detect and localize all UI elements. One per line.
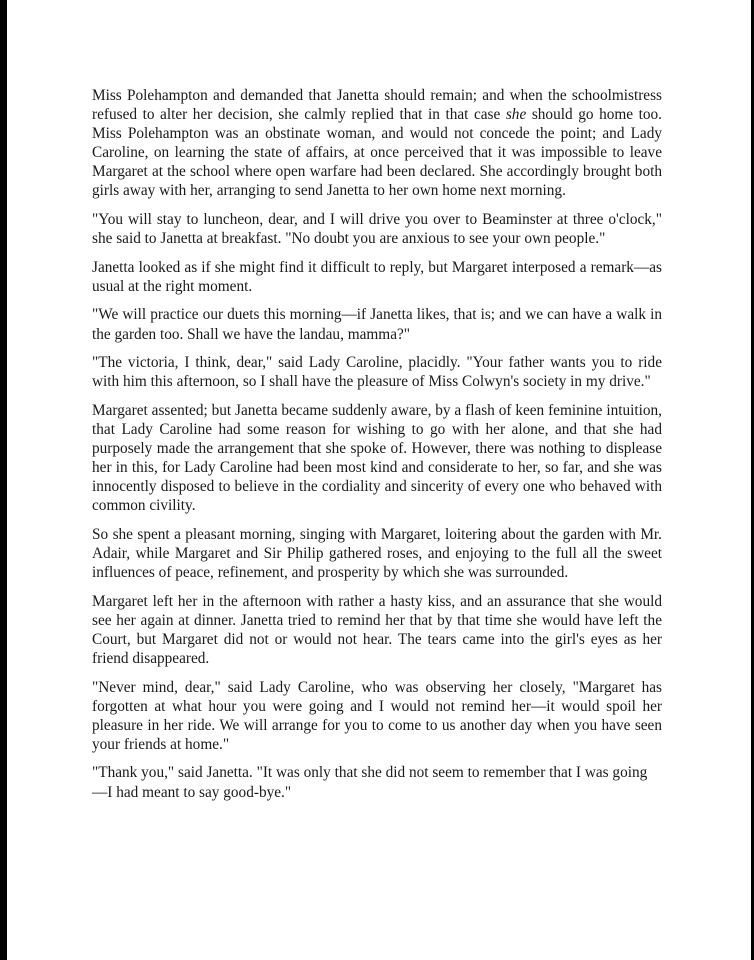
emphasis: she xyxy=(505,106,527,124)
paragraph: Janetta looked as if she might find it difficult to reply, but Margaret interposed a remark—as usual at the right moment. xyxy=(92,258,662,295)
paragraph: So she spent a pleasant morning, singing with Margaret, loitering about the garden with Mr. Adair, while Margaret and Sir Philip gathered roses, and enjoying to the full all the sweet influences of peace, refinement, and prosperity by which she was surrounded. xyxy=(92,525,662,582)
paragraph: "We will practice our duets this morning—if Janetta likes, that is; and we can have a walk in the garden too. Shall we have the landau, mamma?" xyxy=(92,306,662,343)
paragraph: "You will stay to luncheon, dear, and I will drive you over to Beaminster at three o'clock," she said to Janetta at breakfast. "No doubt you are anxious to see your own people." xyxy=(92,211,662,248)
paragraph: Margaret assented; but Janetta became suddenly aware, by a flash of keen feminine intuition, that Lady Caroline had some reason for wishing to go with her alone, and that she had purposely made the arrangement that she spoke of. However, there was nothing to displease her in this, for Lady Caroline had been most kind and considerate to her, so far, and she was innocently disposed to believe in the cordiality and sincerity of every one who behaved with common civility. xyxy=(92,401,662,515)
page-left-edge xyxy=(0,0,7,960)
body-text xyxy=(92,86,662,811)
paragraph: Miss Polehampton and demanded that Janetta should remain; and when the schoolmistress refused to alter her decision, she calmly replied that in that case she should go home too. Miss Polehampton was an obstinate woman, and would not concede the point; and Lady Caroline, on learning the state of affairs, at once perceived that it was impossible to leave Margaret at the school where open warfare had been declared. She accordingly brought both girls away with her, arranging to send Janetta to her own home next morning. xyxy=(92,87,662,200)
paragraph: Margaret left her in the afternoon with rather a hasty kiss, and an assurance that she would see her again at dinner. Janetta tried to remind her that by that time she would have left the Court, but Margaret did not or would not hear. The tears came into the girl's eyes as her friend disappeared. xyxy=(92,592,662,667)
paragraph: "The victoria, I think, dear," said Lady Caroline, placidly. "Your father wants you to ride with him this afternoon, so I shall have the pleasure of Miss Colwyn's society in my drive." xyxy=(92,354,662,391)
paragraph: "Never mind, dear," said Lady Caroline, who was observing her closely, "Margaret has forgotten at what hour you were going and I would not remind her—it would spoil her pleasure in her ride. We will arrange for you to come to us another day when you have seen your friends at home." xyxy=(92,678,662,753)
paragraph: "Thank you," said Janetta. "It was only that she did not seem to remember that I was going—I had meant to say good-bye." xyxy=(92,764,648,801)
